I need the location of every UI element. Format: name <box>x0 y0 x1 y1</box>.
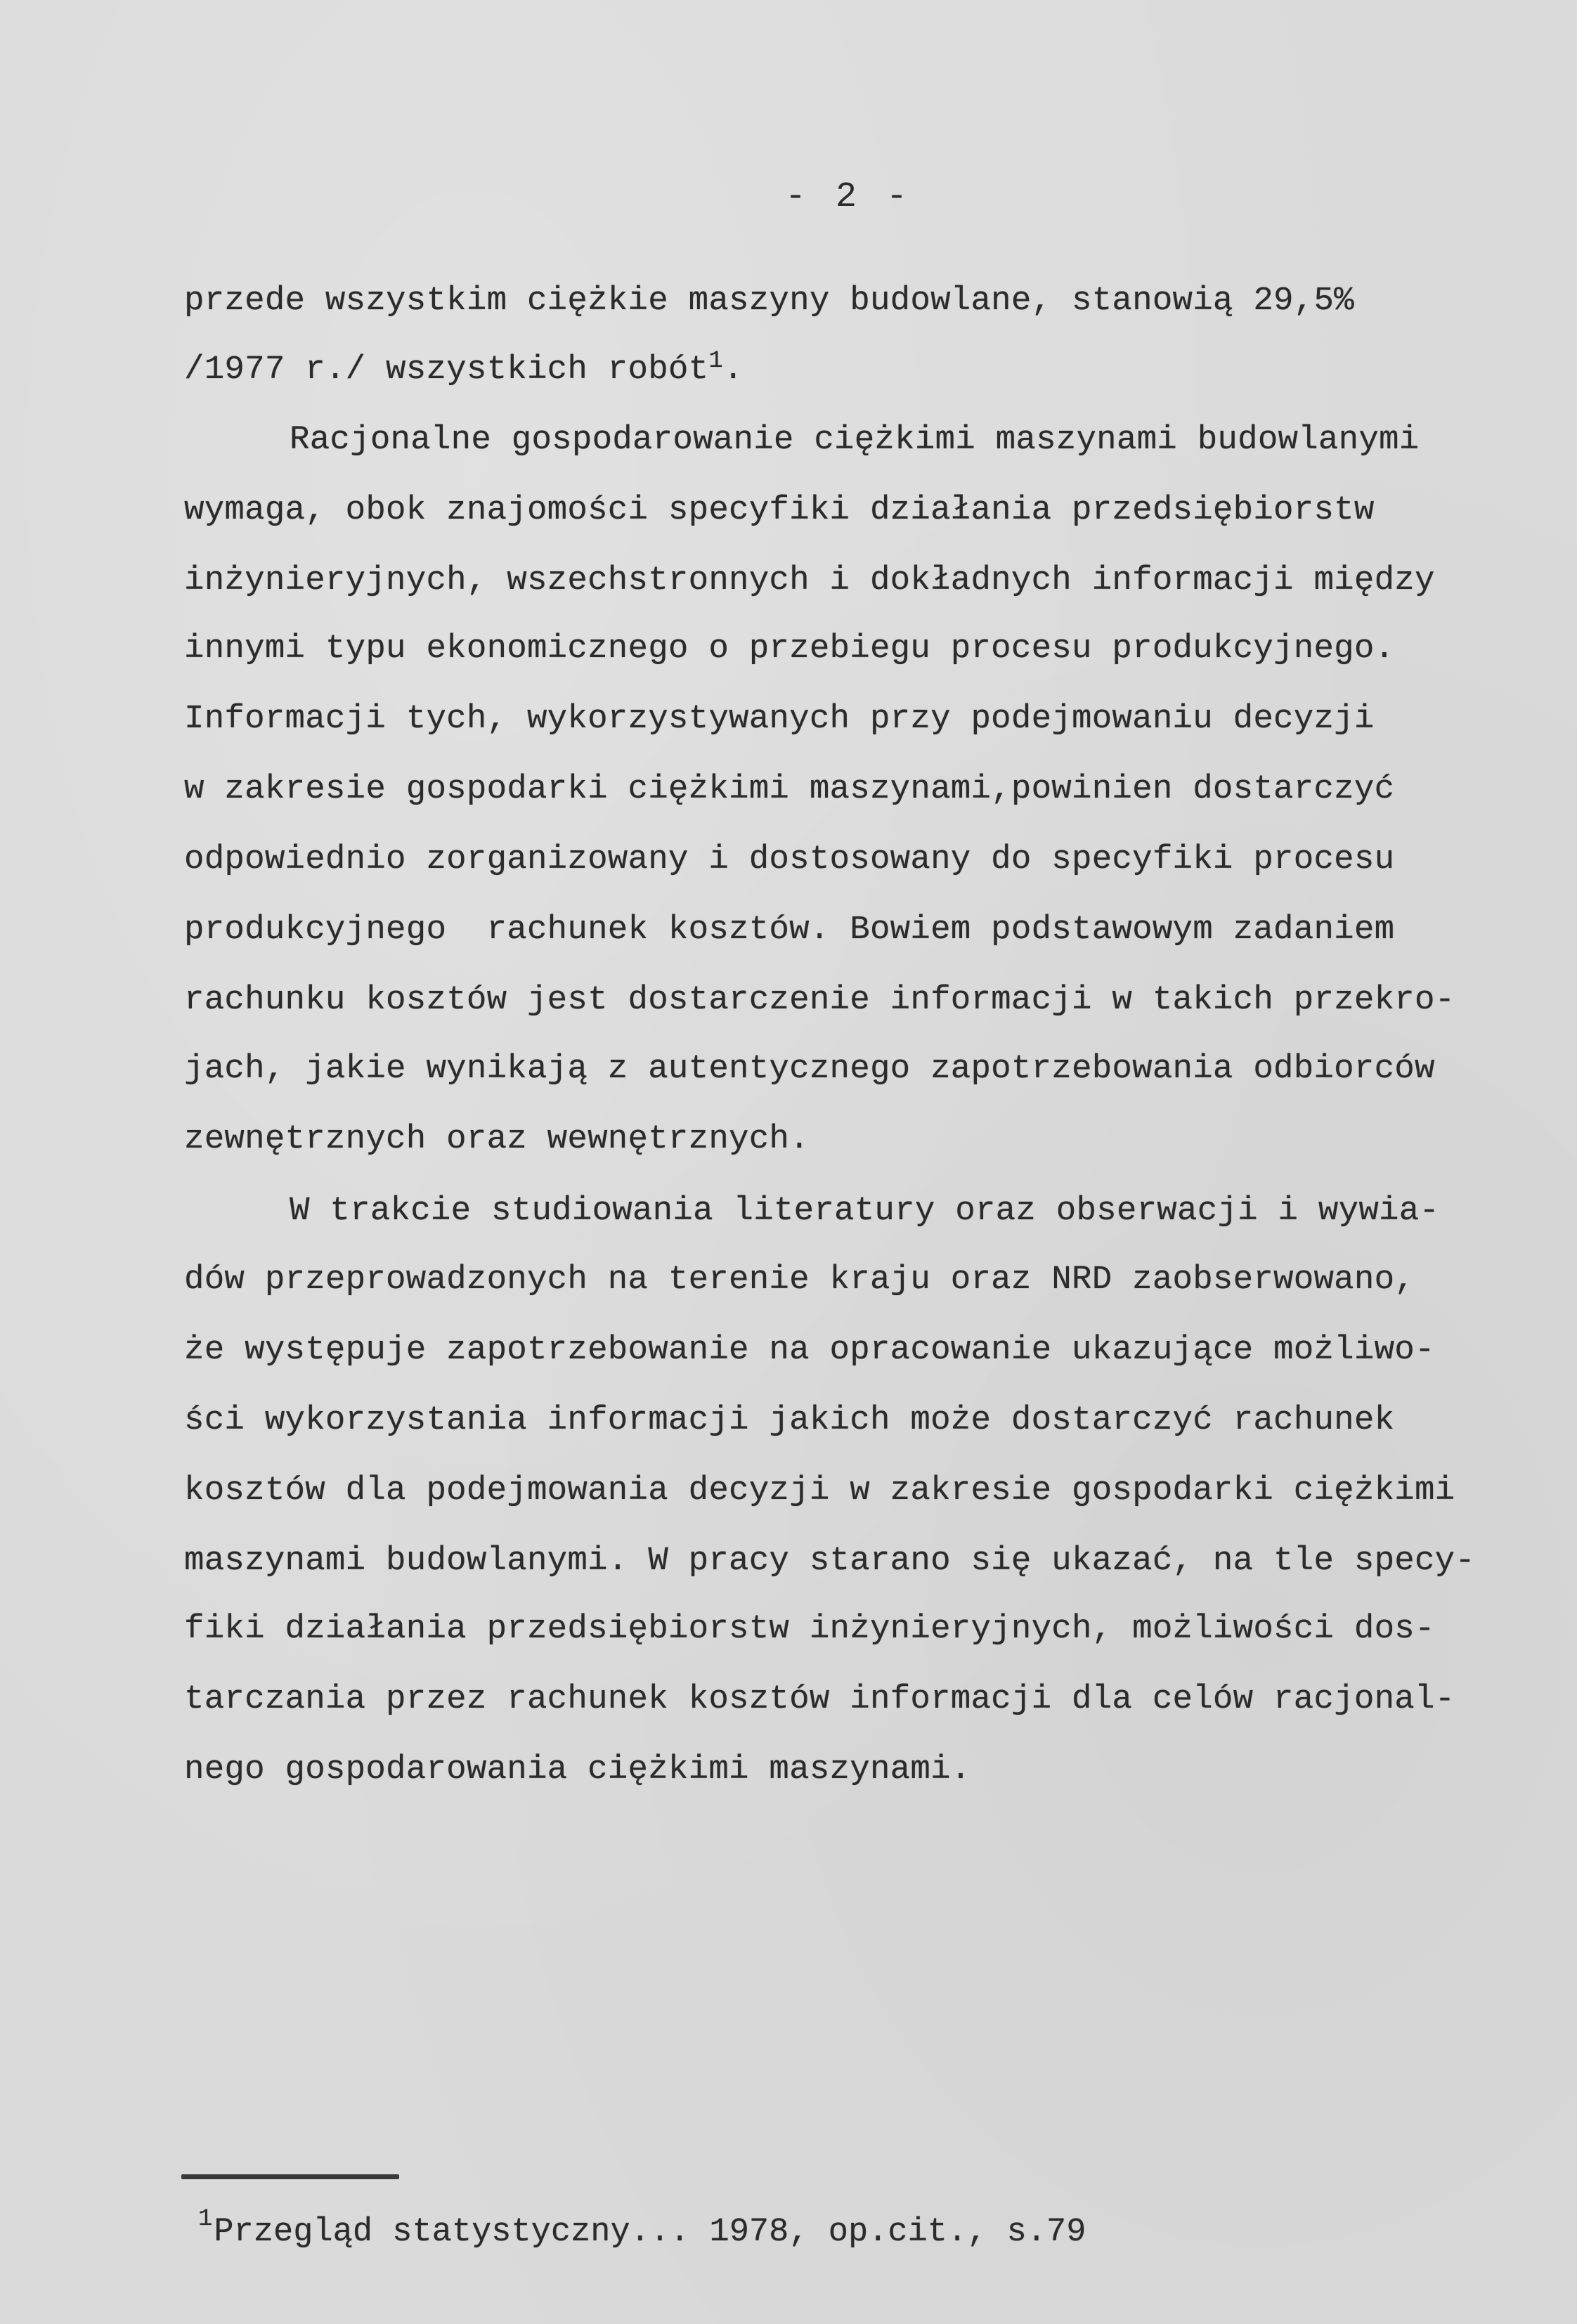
text-line: inżynieryjnych, wszechstronnych i dokładnych informacji między <box>184 561 1435 599</box>
text-line: fiki działania przedsiębiorstw inżynieryjnych, możliwości dos- <box>184 1610 1435 1648</box>
footnote <box>198 2206 1086 2251</box>
text-line: przede wszystkim ciężkie maszyny budowlane, stanowią 29,5% <box>184 282 1354 320</box>
text-line: w zakresie gospodarki ciężkimi maszynami,powinien dostarczyć <box>184 770 1395 808</box>
text-line: wymaga, obok znajomości specyfiki działania przedsiębiorstw <box>184 491 1375 529</box>
text-line: nego gospodarowania ciężkimi maszynami. <box>184 1751 971 1789</box>
text-line: jach, jakie wynikają z autentycznego zapotrzebowania odbiorców <box>184 1050 1435 1088</box>
footnote-separator <box>181 2174 399 2179</box>
text-line: zewnętrznych oraz wewnętrznych. <box>184 1120 810 1158</box>
text-line: innymi typu ekonomicznego o przebiegu procesu produkcyjnego. <box>184 630 1395 668</box>
text-line: odpowiednio zorganizowany i dostosowany do specyfiki procesu <box>184 840 1395 878</box>
footnote-marker: 1 <box>198 2206 213 2233</box>
paragraph-first-line: Racjonalne gospodarowanie ciężkimi maszynami budowlanymi <box>290 421 1420 459</box>
footnote-text: Przegląd statystyczny... 1978, op.cit., s.79 <box>214 2214 1086 2251</box>
footnote-reference: 1 <box>708 348 723 375</box>
footnote-reference-punctuation: . <box>722 351 744 389</box>
text-line: ści wykorzystania informacji jakich może dostarczyć rachunek <box>184 1401 1395 1439</box>
text-line <box>184 348 744 389</box>
text-line: maszynami budowlanymi. W pracy starano się ukazać, na tle specy- <box>184 1542 1476 1580</box>
text-line: rachunku kosztów jest dostarczenie informacji w takich przekro- <box>184 981 1455 1019</box>
text-line-content: /1977 r./ wszystkich robót <box>184 351 709 389</box>
text-line: dów przeprowadzonych na terenie kraju oraz NRD zaobserwowano, <box>184 1261 1415 1299</box>
text-line: tarczania przez rachunek kosztów informacji dla celów racjonal- <box>184 1680 1455 1718</box>
text-line: że występuje zapotrzebowanie na opracowanie ukazujące możliwo- <box>184 1331 1435 1369</box>
paragraph-first-line: W trakcie studiowania literatury oraz obserwacji i wywia- <box>290 1192 1440 1230</box>
text-line: kosztów dla podejmowania decyzji w zakresie gospodarki ciężkimi <box>184 1472 1455 1510</box>
text-line: produkcyjnego rachunek kosztów. Bowiem podstawowym zadaniem <box>184 911 1395 949</box>
text-line: Informacji tych, wykorzystywanych przy podejmowaniu decyzji <box>184 700 1375 738</box>
page-number: - 2 - <box>784 177 912 217</box>
